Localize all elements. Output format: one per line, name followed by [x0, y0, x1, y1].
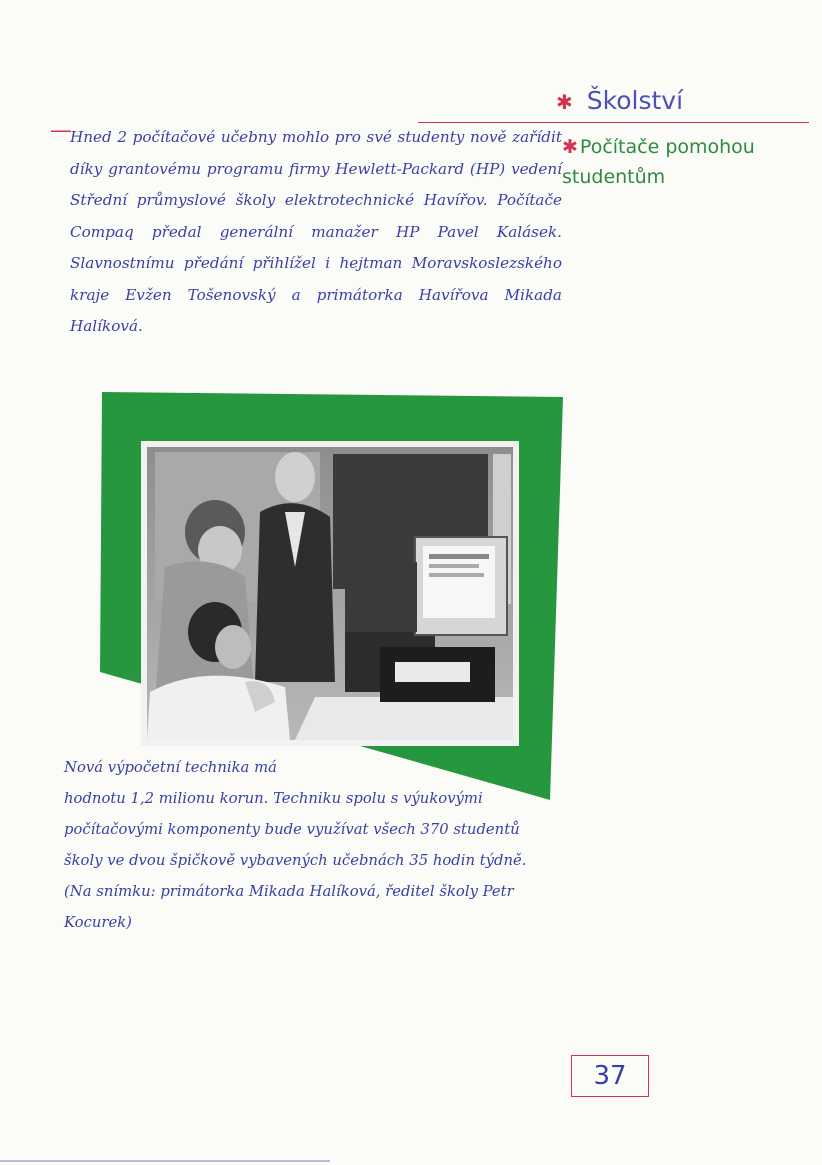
page-number: 37: [593, 1061, 627, 1091]
topic-subheading: [562, 132, 802, 192]
asterisk-bullet-icon: ✱: [556, 90, 573, 114]
page-bottom-edge: [0, 1160, 330, 1162]
topic-heading: [556, 86, 806, 115]
photo-caption: (Na snímku: primátorka Mikada Halíková, ředitel školy Petr Kocurek): [64, 883, 514, 931]
newspaper-photo: [95, 392, 563, 802]
paragraph-2-first-line: Nová výpočetní technika má: [64, 759, 277, 776]
page-number-box: [571, 1055, 649, 1097]
topic-title: Školství: [586, 86, 684, 115]
paragraph-2-body: hodnotu 1,2 milionu korun. Techniku spolu s výukovými počítačovými komponenty bude využívat všech 370 studentů školy ve dvou špičkově vybavených učebnách 35 hodin týdně.: [64, 790, 527, 869]
paragraph-dash-icon: —: [50, 118, 72, 143]
article-paragraph-2: [64, 752, 540, 938]
topic-subtitle: Počítače pomohou studentům: [562, 136, 755, 188]
asterisk-bullet-icon: ✱: [562, 136, 578, 158]
article-paragraph-1: Hned 2 počítačové učebny mohlo pro své studenty nově zařídit díky grantovému programu firmy Hewlett-Packard (HP) vedení Střední průmyslové školy elektrotechnické Havířov. Počítače Compaq předal generální manažer HP Pavel Kalásek. Slavnostnímu předání přihlížel i hejtman Moravskoslezského kraje Evžen Tošenovský a primátorka Havířova Mikada Halíková.: [70, 128, 562, 335]
photo-illustration: [95, 392, 563, 802]
